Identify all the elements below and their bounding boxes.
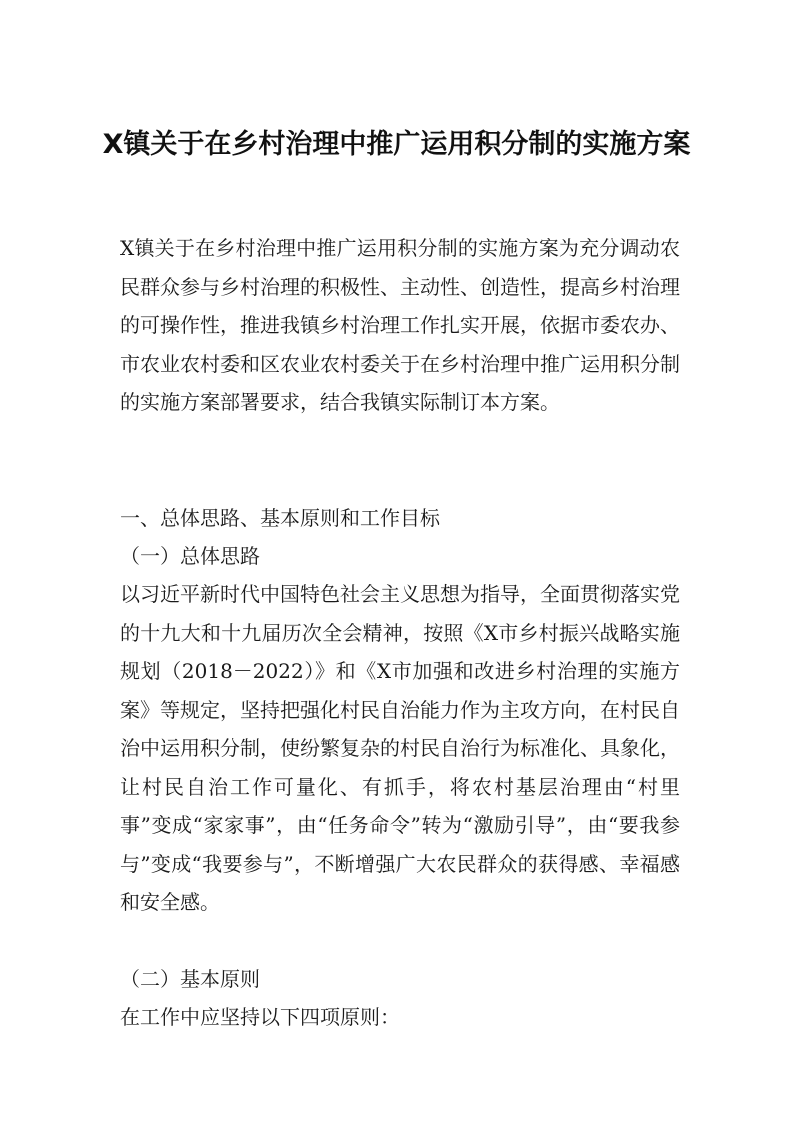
subsection-1-heading: （一）总体思路: [120, 544, 260, 568]
section-1-heading: 一、总体思路、基本原则和工作目标: [120, 506, 440, 530]
intro-paragraph: X镇关于在乡村治理中推广运用积分制的实施方案为充分调动农民群众参与乡村治理的积极性、主动性、创造性，提高乡村治理的可操作性，推进我镇乡村治理工作扎实开展，依据市委农办、市农业农村委和区农业农村委关于在乡村治理中推广运用积分制的实施方案部署要求，结合我镇实际制订本方案。: [120, 236, 680, 414]
subsection-2-paragraph: 在工作中应坚持以下四项原则：: [120, 1005, 400, 1029]
subsection-1-paragraph: 以习近平新时代中国特色社会主义思想为指导，全面贯彻落实党的十九大和十九届历次全会精神，按照《X市乡村振兴战略实施规划（2018－2022）》和《X市加强和改进乡村治理的实施方案》等规定，坚持把强化村民自治能力作为主攻方向，在村民自治中运用积分制，使纷繁复杂的村民自治行为标准化、具象化，让村民自治工作可量化、有抓手，将农村基层治理由“村里事”变成“家家事”，由“任务命令”转为“激励引导”，由“要我参与”变成“我要参与”，不断增强广大农民群众的获得感、幸福感和安全感。: [120, 582, 680, 914]
document-title: X镇关于在乡村治理中推广运用积分制的实施方案: [102, 129, 691, 160]
subsection-2-heading: （二）基本原则: [120, 967, 260, 991]
